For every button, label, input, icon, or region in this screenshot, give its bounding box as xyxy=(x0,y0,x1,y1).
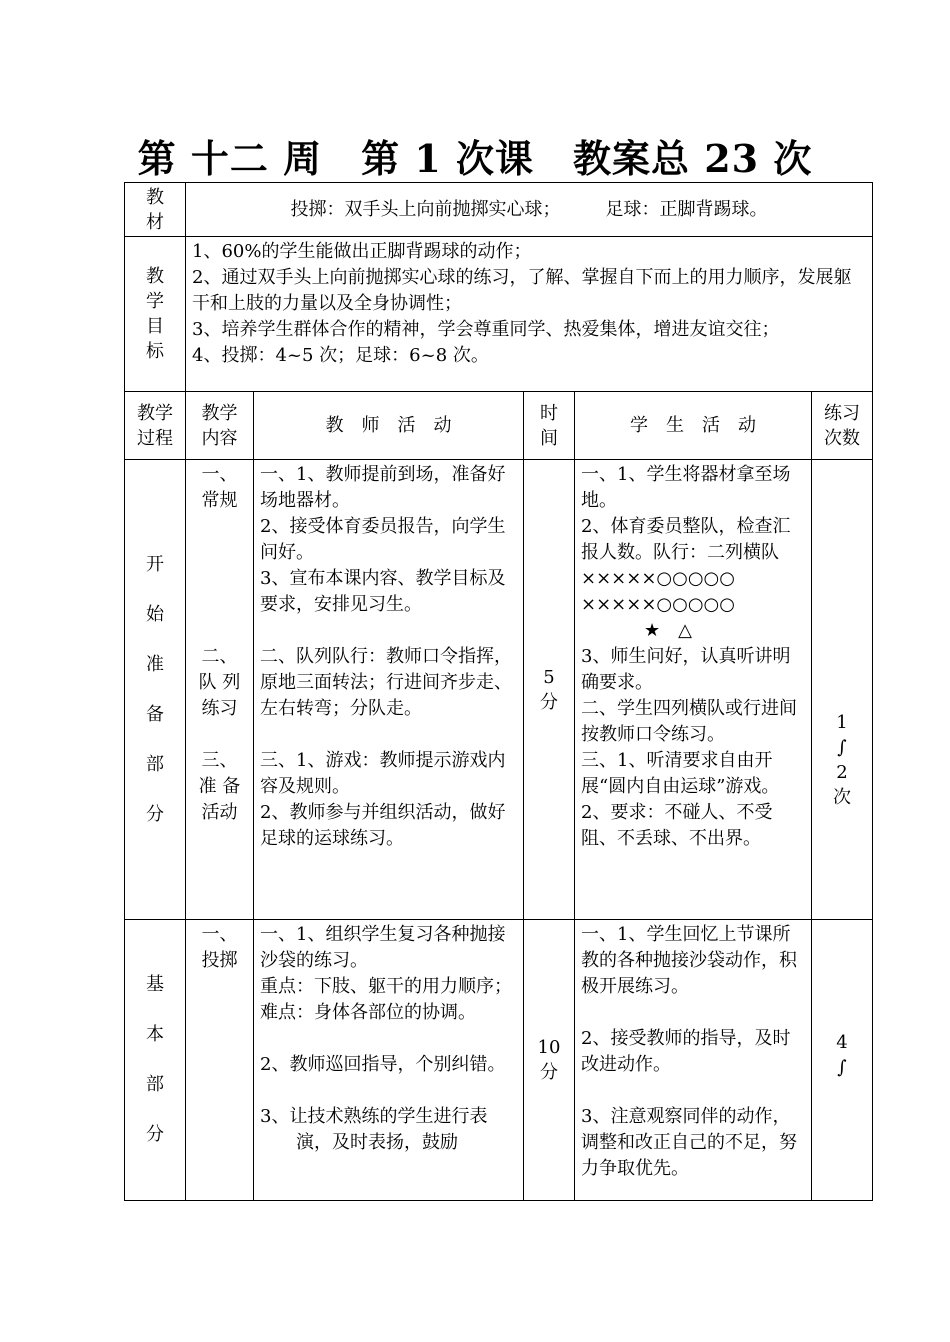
start-teacher-activity xyxy=(254,460,524,920)
teacher-line: 二、队列队行：教师口令指挥，原地三面转法；行进间齐步走、左右转弯；分队走。 xyxy=(260,646,512,719)
start-contents xyxy=(186,460,254,920)
objective-line: 4、投掷：4~5 次；足球：6~8 次。 xyxy=(192,345,489,366)
formation-markers: ★ △ xyxy=(644,620,692,641)
teacher-line: 2、接受体育委员报告，向学生问好。 xyxy=(260,516,506,563)
header-process: 教学 过程 xyxy=(125,392,186,460)
content-item: 一、 xyxy=(201,924,238,945)
student-line: 三、1、听清要求自由开展“圆内自由运球”游戏。 xyxy=(581,750,780,797)
student-line: 2、要求：不碰人、不受阻、不丢球、不出界。 xyxy=(581,802,773,849)
student-line: 二、学生四列横队或行进间按教师口令练习。 xyxy=(581,698,797,745)
lesson-plan-table xyxy=(124,182,873,1201)
basic-student-activity xyxy=(575,920,812,1201)
start-student-activity xyxy=(575,460,812,920)
student-line: 2、体育委员整队，检查汇报人数。队行：二列横队 xyxy=(581,516,791,563)
header-time: 时 间 xyxy=(524,392,575,460)
student-line: 2、接受教师的指导，及时改进动作。 xyxy=(581,1028,791,1075)
objectives-label: 教 学 目 标 xyxy=(125,237,186,392)
header-teacher: 教 师 活 动 xyxy=(254,392,524,460)
content-item: 队 列 xyxy=(198,672,241,693)
page-title: 第 十二 周 第 1 次课 教案总 23 次 xyxy=(137,136,813,181)
basic-teacher-activity xyxy=(254,920,524,1201)
objective-line: 3、培养学生群体合作的精神，学会尊重同学、热爱集体，增进友谊交往； xyxy=(192,319,780,340)
objective-line: 2、通过双手头上向前抛掷实心球的练习，了解、掌握自下而上的用力顺序，发展躯干和上肢的力量以及全身协调性； xyxy=(192,267,852,314)
teacher-line: 3、让技术熟练的学生进行表演，及时表扬，鼓励 xyxy=(260,1106,488,1153)
material-row xyxy=(125,183,873,237)
student-line: 一、1、学生回忆上节课所教的各种抛接沙袋动作，积极开展练习。 xyxy=(581,924,797,997)
objectives-row xyxy=(125,237,873,392)
teacher-line: 一、1、组织学生复习各种抛接沙袋的练习。 xyxy=(260,924,506,971)
start-section-row xyxy=(125,460,873,920)
teacher-line: 重点：下肢、躯干的用力顺序； xyxy=(260,976,512,997)
basic-time: 10 分 xyxy=(524,920,575,1201)
content-item: 活动 xyxy=(201,802,238,823)
teacher-line: 2、教师参与并组织活动，做好足球的运球练习。 xyxy=(260,802,506,849)
column-header-row xyxy=(125,392,873,460)
formation-line: ×××××○○○○○ xyxy=(581,594,735,615)
header-student: 学 生 活 动 xyxy=(575,392,812,460)
content-item: 准 备 xyxy=(198,776,241,797)
objectives-text xyxy=(186,237,873,392)
content-item: 练习 xyxy=(201,698,238,719)
header-content: 教学 内容 xyxy=(186,392,254,460)
teacher-line: 难点：身体各部位的协调。 xyxy=(260,1002,476,1023)
content-item: 一、 xyxy=(201,464,238,485)
teacher-line: 三、1、游戏：教师提示游戏内容及规则。 xyxy=(260,750,506,797)
teacher-line: 一、1、教师提前到场，准备好场地器材。 xyxy=(260,464,506,511)
start-time: 5 分 xyxy=(524,460,575,920)
header-reps: 练习 次数 xyxy=(812,392,873,460)
student-line: 3、注意观察同伴的动作，调整和改正自己的不足，努力争取优先。 xyxy=(581,1106,797,1179)
content-item: 二、 xyxy=(201,646,238,667)
objective-line: 1、60%的学生能做出正脚背踢球的动作； xyxy=(192,241,532,262)
start-phase-label: 开 始 准 备 部 分 xyxy=(125,460,186,920)
student-line: 3、师生问好，认真听讲明确要求。 xyxy=(581,646,791,693)
material-text: 投掷：双手头上向前抛掷实心球； 足球：正脚背踢球。 xyxy=(186,183,873,237)
basic-section-row xyxy=(125,920,873,1201)
formation-line: ×××××○○○○○ xyxy=(581,568,735,589)
teacher-line: 3、宣布本课内容、教学目标及要求，安排见习生。 xyxy=(260,568,506,615)
basic-reps: 4 ∫ xyxy=(812,920,873,1201)
material-label: 教 材 xyxy=(125,183,186,237)
start-reps: 1 ∫ 2 次 xyxy=(812,460,873,920)
content-item: 投掷 xyxy=(201,950,238,971)
teacher-line: 2、教师巡回指导，个别纠错。 xyxy=(260,1054,506,1075)
student-line: 一、1、学生将器材拿至场地。 xyxy=(581,464,791,511)
content-item: 常规 xyxy=(201,490,238,511)
basic-contents xyxy=(186,920,254,1201)
content-item: 三、 xyxy=(201,750,238,771)
basic-phase-label: 基 本 部 分 xyxy=(125,920,186,1201)
